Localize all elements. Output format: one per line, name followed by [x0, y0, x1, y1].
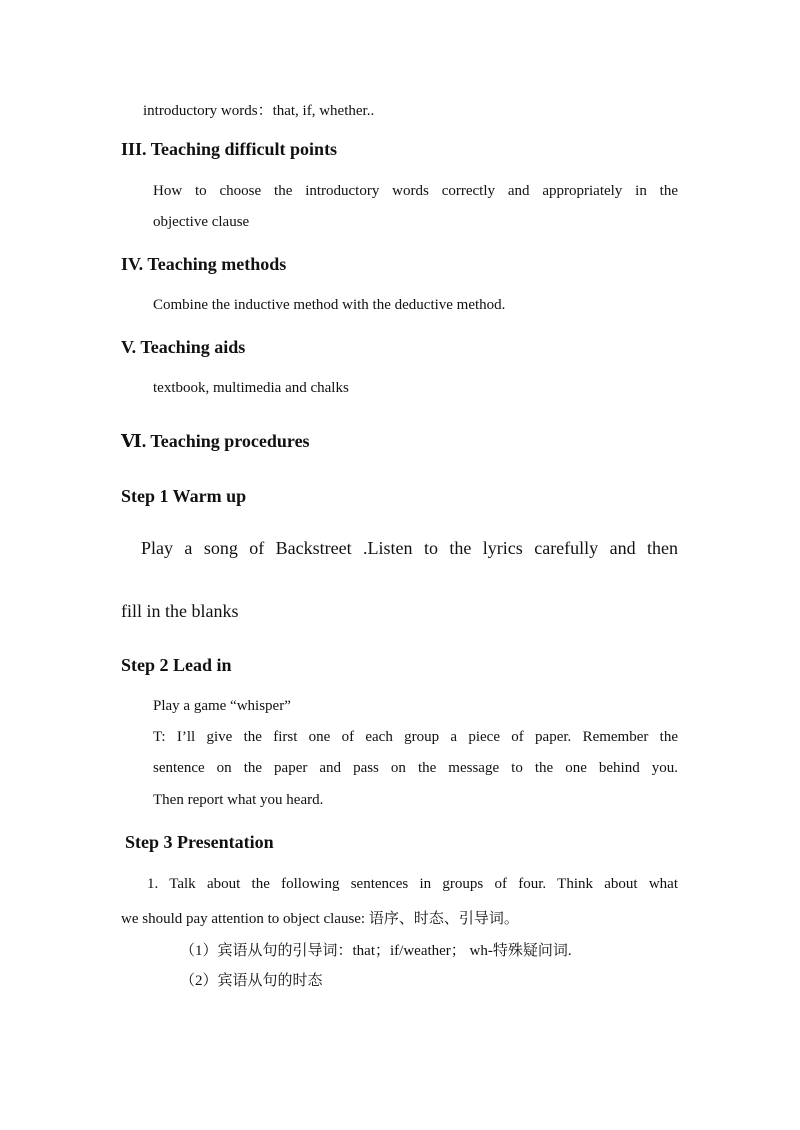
step2-line-3: sentence on the paper and pass on the message to the one behind you. [153, 760, 678, 776]
step3-item-2: （2）宾语从句的时态 [180, 973, 323, 989]
step1-line-2: fill in the blanks [121, 601, 239, 621]
aids-line: textbook, multimedia and chalks [153, 380, 349, 396]
step3-line-1: 1. Talk about the following sentences in groups of four. Think about what [147, 876, 678, 892]
section-heading-methods: IV. Teaching methods [121, 254, 287, 274]
step2-heading: Step 2 Lead in [121, 655, 232, 675]
step3-heading: Step 3 Presentation [125, 832, 274, 852]
step1-line-1: Play a song of Backstreet .Listen to the lyrics carefully and then [141, 538, 678, 558]
step2-line-2: T: I’ll give the first one of each group a piece of paper. Remember the [153, 729, 678, 745]
section-heading-difficult-points: III. Teaching difficult points [121, 139, 338, 159]
step1-heading: Step 1 Warm up [121, 486, 247, 506]
section-heading-aids: V. Teaching aids [121, 337, 246, 357]
step3-item-1: （1）宾语从句的引导词：that；if/weather； wh-特殊疑问词. [180, 943, 572, 959]
section-heading-procedures: Ⅵ. Teaching procedures [121, 431, 310, 451]
methods-line: Combine the inductive method with the deductive method. [153, 297, 506, 313]
difficult-points-line-1: How to choose the introductory words correctly and appropriately in the [153, 183, 678, 199]
difficult-points-line-2: objective clause [153, 214, 250, 230]
step2-line-4: Then report what you heard. [153, 792, 324, 808]
intro-words-line: introductory words：that, if, whether.. [143, 103, 375, 119]
step2-line-1: Play a game “whisper” [153, 698, 291, 714]
step3-line-2: we should pay attention to object clause: 语序、时态、引导词。 [121, 911, 519, 927]
